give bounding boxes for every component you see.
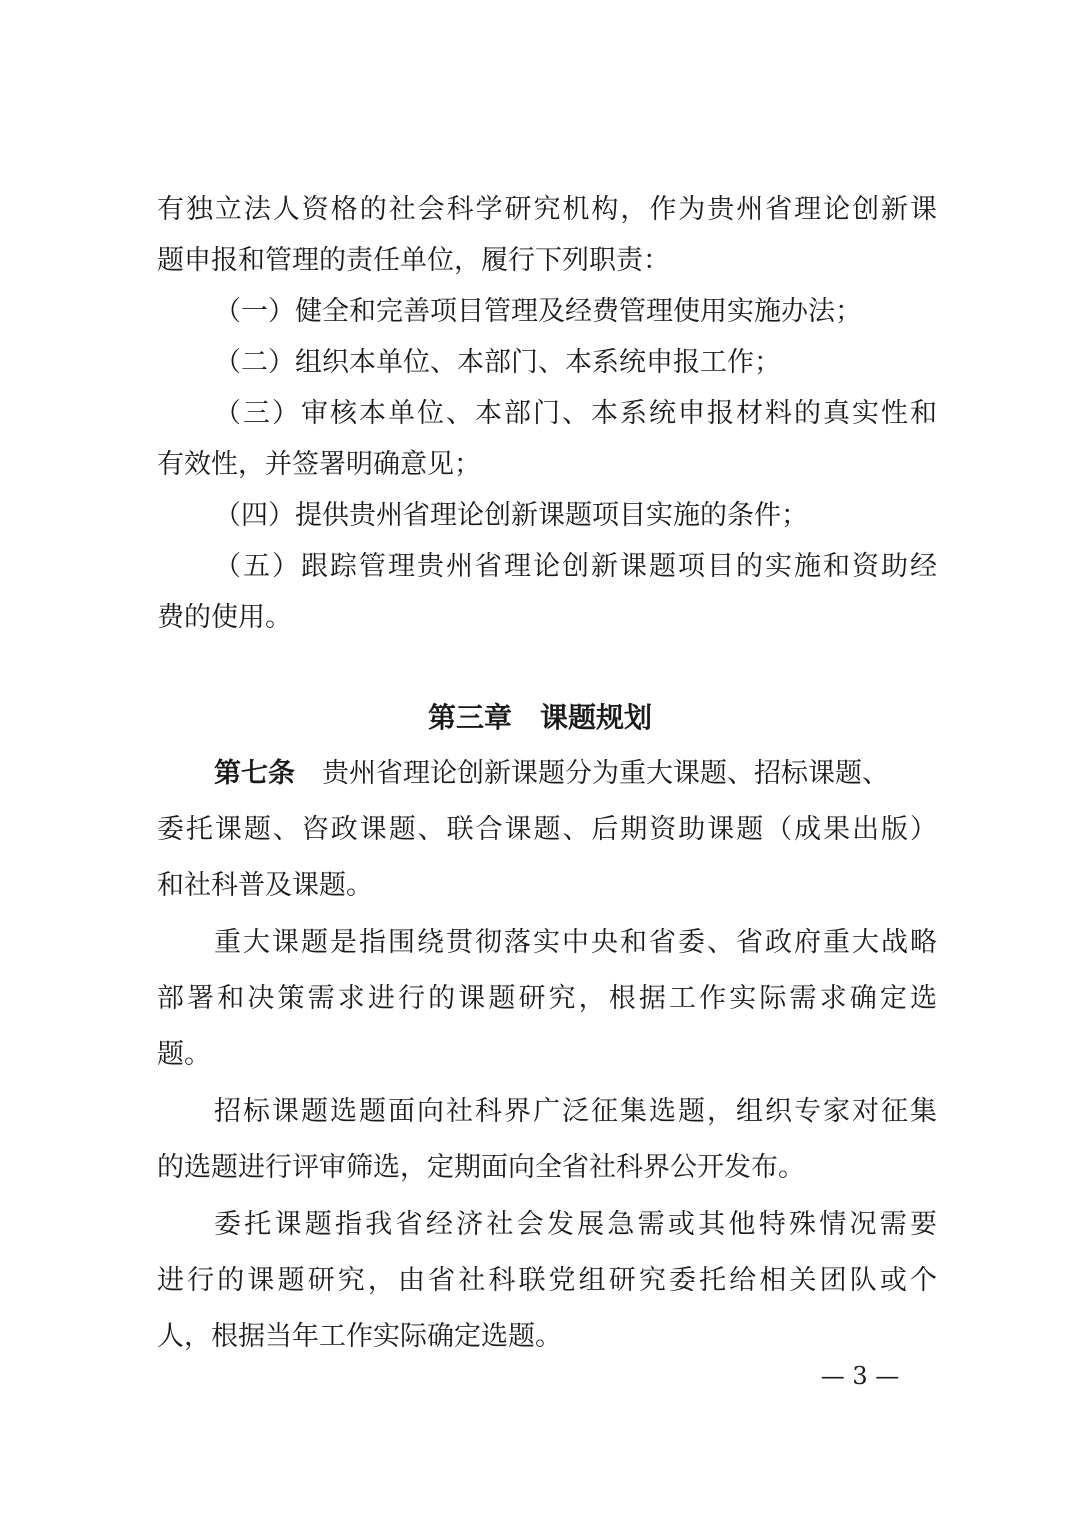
body-line: 进行的课题研究，由省社科联党组研究委托给相关团队或个	[157, 1265, 937, 1296]
paragraph-line: 重大课题是指围绕贯彻落实中央和省委、省政府重大战略	[214, 927, 937, 958]
body-line: 人，根据当年工作实际确定选题。	[157, 1321, 562, 1352]
article-label: 第七条	[214, 758, 295, 789]
body-line: 委托课题、咨政课题、联合课题、后期资助课题（成果出版）	[157, 814, 937, 845]
body-line: 和社科普及课题。	[157, 870, 373, 901]
body-line: 的选题进行评审筛选，定期面向全省社科界公开发布。	[157, 1152, 805, 1183]
duty-item: （三）审核本单位、本部门、本系统申报材料的真实性和	[214, 398, 937, 429]
body-line: 题申报和管理的责任单位，履行下列职责：	[157, 245, 670, 276]
paragraph-line: 委托课题指我省经济社会发展急需或其他特殊情况需要	[214, 1209, 937, 1240]
body-line: 有独立法人资格的社会科学研究机构，作为贵州省理论创新课	[157, 194, 937, 225]
body-line: 题。	[157, 1039, 211, 1070]
chapter-heading: 第三章 课题规划	[427, 701, 652, 734]
duty-item: （二）组织本单位、本部门、本系统申报工作；	[214, 347, 781, 378]
body-line: 部署和决策需求进行的课题研究，根据工作实际需求确定选	[157, 983, 937, 1014]
paragraph-line: 招标课题选题面向社科界广泛征集选题，组织专家对征集	[214, 1096, 937, 1127]
duty-item: （一）健全和完善项目管理及经费管理使用实施办法；	[214, 296, 862, 327]
duty-item-continued: 费的使用。	[157, 602, 292, 633]
page-number: — 3 —	[820, 1362, 900, 1390]
article-text: 贵州省理论创新课题分为重大课题、招标课题、	[295, 758, 889, 789]
duty-item: （四）提供贵州省理论创新课题项目实施的条件；	[214, 500, 808, 531]
article-line	[214, 757, 937, 791]
duty-item: （五）跟踪管理贵州省理论创新课题项目的实施和资助经	[214, 551, 937, 582]
duty-item-continued: 有效性，并签署明确意见；	[157, 449, 481, 480]
